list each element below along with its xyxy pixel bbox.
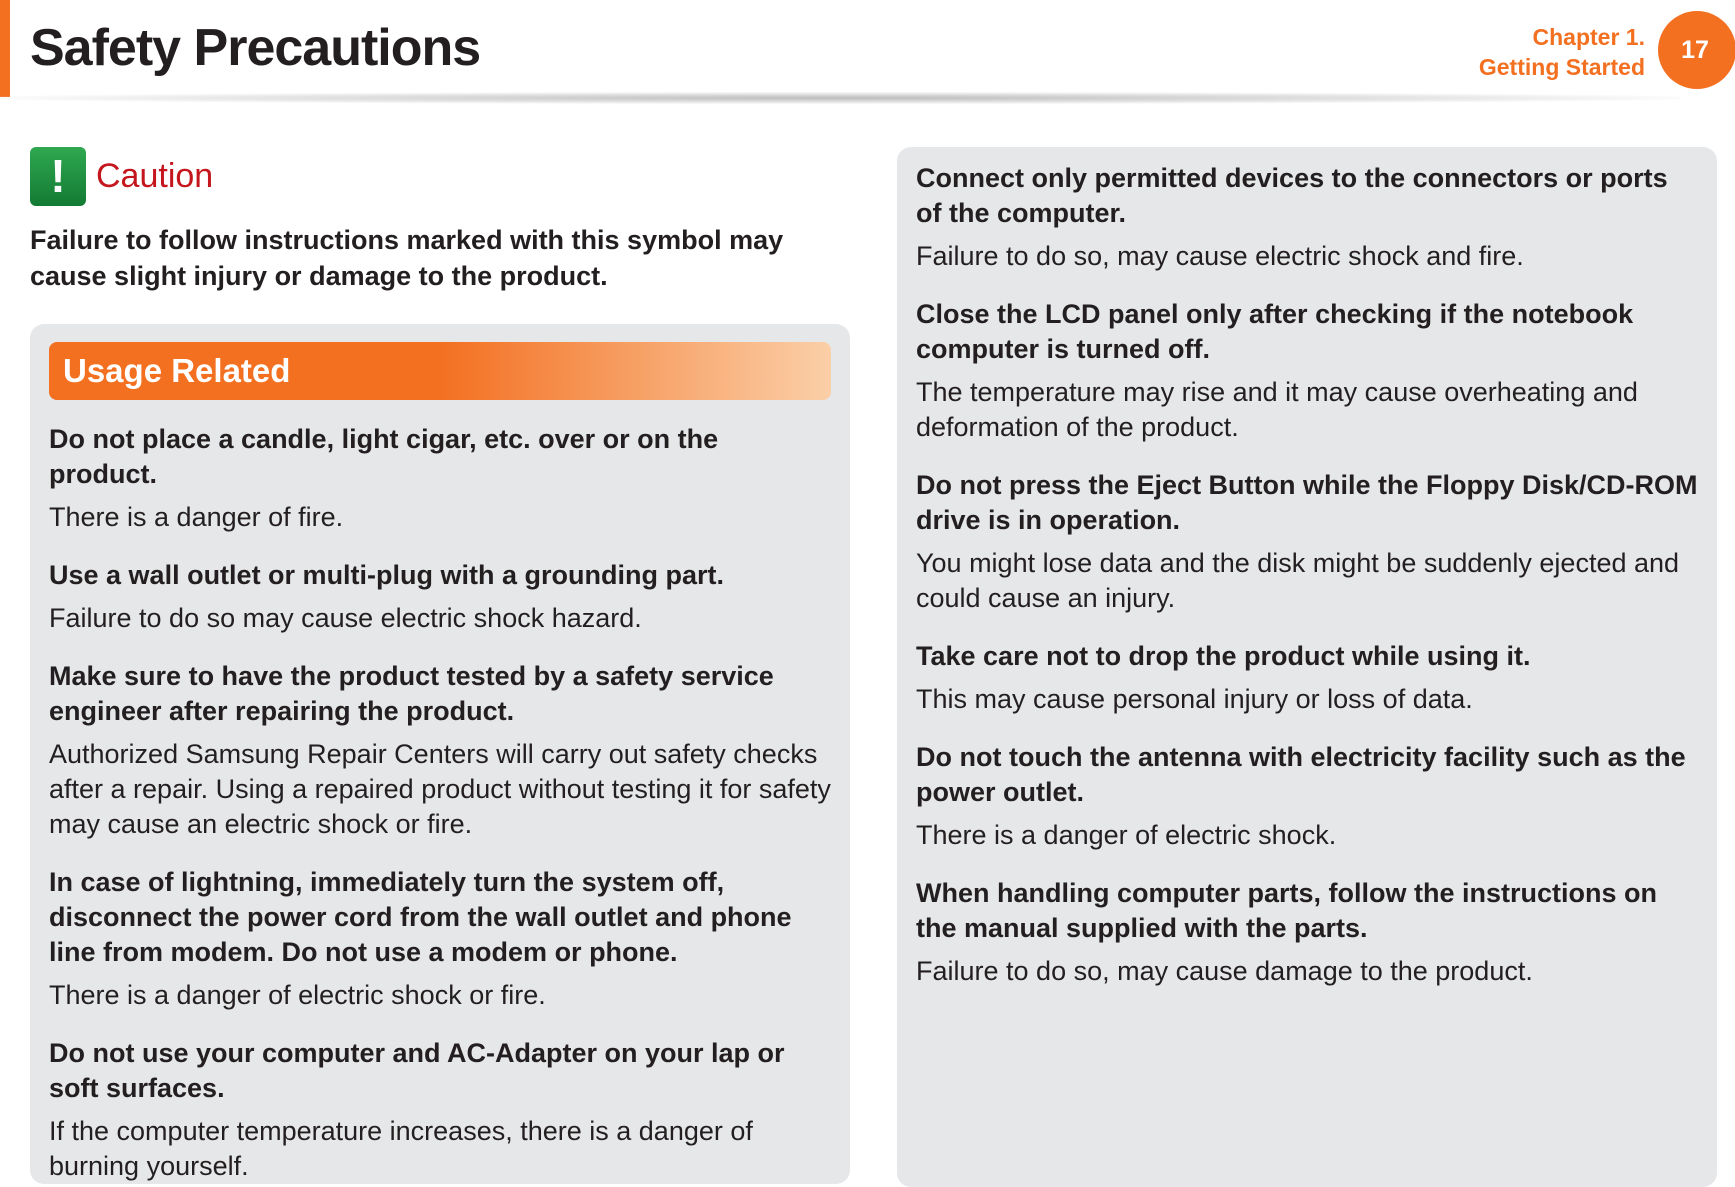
page-title: Safety Precautions <box>30 19 481 77</box>
precaution-item <box>49 558 831 636</box>
chapter-number: Chapter 1. <box>1532 24 1645 50</box>
precaution-heading: Make sure to have the product tested by a safety service engineer after repairing the product. <box>49 661 774 726</box>
precaution-body: You might lose data and the disk might be suddenly ejected and could cause an injury. <box>916 548 1680 613</box>
header-divider <box>0 92 1680 104</box>
precaution-body: There is a danger of fire. <box>49 502 344 532</box>
section-title: Usage Related <box>49 342 831 400</box>
precaution-heading: Do not touch the antenna with electricity facility such as the power outlet. <box>916 742 1686 807</box>
caution-label: Caution <box>96 157 214 195</box>
precaution-body: This may cause personal injury or loss of data. <box>916 684 1473 714</box>
precaution-heading: In case of lightning, immediately turn the system off, disconnect the power cord from the wall outlet and phone line from modem. Do not use a modem or phone. <box>49 867 792 967</box>
precaution-item <box>916 740 1698 853</box>
precaution-heading: Do not use your computer and AC-Adapter on your lap or soft surfaces. <box>49 1038 785 1103</box>
precaution-body: Failure to do so may cause electric shock hazard. <box>49 603 642 633</box>
precaution-item <box>916 876 1698 989</box>
usage-related-panel <box>30 324 850 1184</box>
precaution-body: Failure to do so, may cause damage to the product. <box>916 956 1533 986</box>
precaution-body: There is a danger of electric shock. <box>916 820 1337 850</box>
chapter-title: Getting Started <box>1478 54 1645 80</box>
precaution-item <box>916 161 1698 274</box>
precaution-body: Authorized Samsung Repair Centers will carry out safety checks after a repair. Using a repaired product without testing it for safety may cause an electric shock or fire. <box>49 739 831 839</box>
precaution-item <box>916 639 1698 717</box>
precaution-body: Failure to do so, may cause electric shock and fire. <box>916 241 1524 271</box>
precaution-heading: Do not place a candle, light cigar, etc. over or on the product. <box>49 424 719 489</box>
precaution-heading: Connect only permitted devices to the connectors or ports of the computer. <box>916 163 1668 228</box>
precaution-heading: Do not press the Eject Button while the Floppy Disk/CD-ROM drive is in operation. <box>916 470 1698 535</box>
precaution-heading: Close the LCD panel only after checking if the notebook computer is turned off. <box>916 299 1634 364</box>
precaution-heading: When handling computer parts, follow the instructions on the manual supplied with the parts. <box>916 878 1657 943</box>
precaution-heading: Take care not to drop the product while using it. <box>916 641 1531 671</box>
precaution-heading: Use a wall outlet or multi-plug with a grounding part. <box>49 560 724 590</box>
page-number-badge: 17 <box>1658 11 1735 89</box>
precaution-item <box>49 659 831 842</box>
precaution-body: The temperature may rise and it may cause overheating and deformation of the product. <box>916 377 1638 442</box>
chapter-label <box>1479 22 1645 82</box>
header-accent-bar <box>0 0 10 97</box>
precaution-item <box>916 297 1698 445</box>
precautions-panel-right <box>897 147 1717 1187</box>
precaution-item <box>49 865 831 1013</box>
precaution-item <box>916 468 1698 616</box>
exclamation-icon: ! <box>30 147 86 206</box>
precaution-item <box>49 1036 831 1184</box>
precaution-item <box>49 422 831 535</box>
precaution-body: If the computer temperature increases, there is a danger of burning yourself. <box>49 1116 753 1181</box>
caution-description: Failure to follow instructions marked with this symbol may cause slight injury or damage to the product. <box>30 225 784 291</box>
precaution-body: There is a danger of electric shock or fire. <box>49 980 546 1010</box>
